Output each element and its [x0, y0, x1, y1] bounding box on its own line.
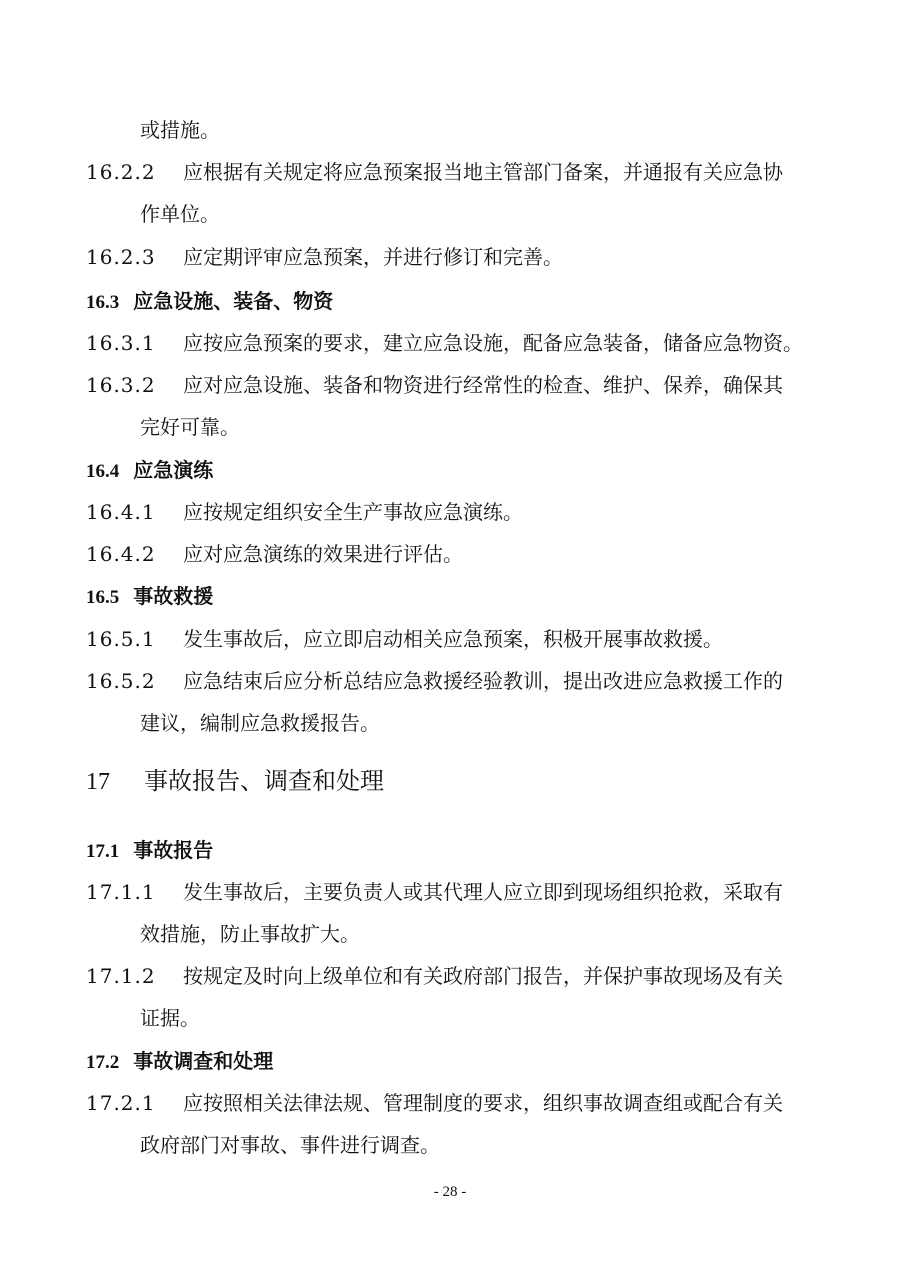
- section-title: 事故调查和处理: [133, 1049, 274, 1073]
- clause-text: 应对应急演练的效果进行评估。: [183, 542, 463, 566]
- clause-text-continuation: 建议，编制应急救援报告。: [140, 711, 380, 735]
- clause-text-continuation: 作单位。: [140, 202, 220, 226]
- section-number: 17.1: [86, 841, 120, 862]
- chapter-heading-17: [0, 765, 900, 797]
- chapter-number: 17: [86, 769, 110, 795]
- clause-text: 应对应急设施、装备和物资进行经常性的检查、维护、保养，确保其: [183, 373, 783, 397]
- clause-number: 17.1.2: [86, 964, 156, 988]
- clause-text: 应按规定组织安全生产事故应急演练。: [183, 500, 523, 524]
- section-number: 16.3: [86, 292, 120, 313]
- clause-number: 16.3.1: [86, 331, 156, 355]
- clause-text: 应按照相关法律法规、管理制度的要求，组织事故调查组或配合有关: [183, 1091, 783, 1115]
- clause-text: 应急结束后应分析总结应急救援经验教训，提出改进应急救援工作的: [183, 669, 783, 693]
- clause-number: 16.2.3: [86, 245, 156, 269]
- clause-text-continuation: 政府部门对事故、事件进行调查。: [140, 1133, 440, 1157]
- clause-number: 16.3.2: [86, 373, 156, 397]
- chapter-title: 事故报告、调查和处理: [144, 767, 384, 795]
- section-title: 事故救援: [133, 584, 214, 608]
- clause-text-continuation: 证据。: [140, 1006, 200, 1030]
- clause-text: 发生事故后，应立即启动相关应急预案，积极开展事故救援。: [183, 627, 723, 651]
- clause-text-continuation: 效措施，防止事故扩大。: [140, 922, 360, 946]
- clause-text: 应根据有关规定将应急预案报当地主管部门备案，并通报有关应急协: [183, 160, 783, 184]
- section-number: 16.4: [86, 461, 120, 482]
- clause-number: 16.5.2: [86, 669, 156, 693]
- clause-text: 应定期评审应急预案，并进行修订和完善。: [183, 245, 563, 269]
- clause-number: 16.2.2: [86, 160, 156, 184]
- clause-text: 按规定及时向上级单位和有关政府部门报告，并保护事故现场及有关: [183, 964, 783, 988]
- clause-number: 16.4.1: [86, 500, 156, 524]
- page-number: - 28 -: [433, 1184, 467, 1200]
- section-number: 16.5: [86, 587, 120, 608]
- paragraph-text: 或措施。: [140, 118, 220, 142]
- clause-text-continuation: 完好可靠。: [140, 415, 240, 439]
- clause-number: 17.2.1: [86, 1091, 156, 1115]
- clause-text: 发生事故后，主要负责人或其代理人应立即到现场组织抢救，采取有: [183, 880, 783, 904]
- section-number: 17.2: [86, 1052, 120, 1073]
- section-title: 应急设施、装备、物资: [133, 289, 334, 313]
- clause-number: 17.1.1: [86, 880, 156, 904]
- section-title: 应急演练: [133, 458, 214, 482]
- section-title: 事故报告: [133, 838, 214, 862]
- clause-text: 应按应急预案的要求，建立应急设施，配备应急装备，储备应急物资。: [183, 331, 803, 355]
- clause-number: 16.5.1: [86, 627, 156, 651]
- clause-number: 16.4.2: [86, 542, 156, 566]
